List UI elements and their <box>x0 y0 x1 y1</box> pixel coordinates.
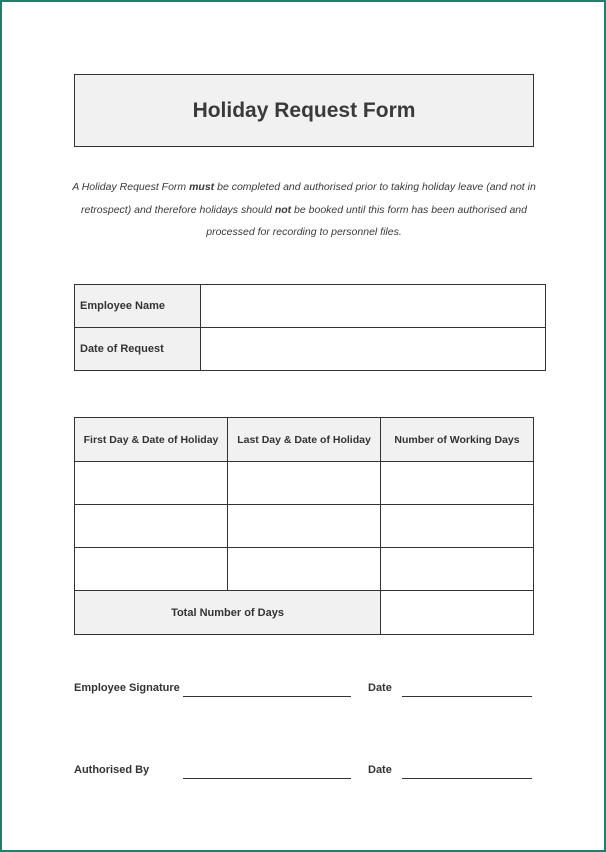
employee-signature-row <box>74 682 534 704</box>
employee-signature-date-line[interactable] <box>402 682 532 697</box>
last-day-cell[interactable] <box>228 462 381 505</box>
table-row <box>75 462 534 505</box>
intro-text <box>70 176 538 244</box>
employee-details-table <box>74 284 546 371</box>
employee-signature-date-label: Date <box>368 682 392 694</box>
authorised-by-signature-line[interactable] <box>183 764 351 779</box>
first-day-header: First Day & Date of Holiday <box>75 418 228 462</box>
first-day-cell[interactable] <box>75 505 228 548</box>
employee-name-field[interactable] <box>201 285 546 328</box>
total-days-field[interactable] <box>381 591 534 635</box>
last-day-cell[interactable] <box>228 505 381 548</box>
intro-emphasis-not: not <box>274 203 292 216</box>
title-box <box>74 74 534 147</box>
date-of-request-label: Date of Request <box>75 328 201 371</box>
intro-part-3: be booked until this form has been authorised and processed for recording to personnel files. <box>206 203 527 238</box>
authorised-by-date-label: Date <box>368 764 392 776</box>
employee-signature-label: Employee Signature <box>74 682 180 694</box>
working-days-header: Number of Working Days <box>381 418 534 462</box>
total-row <box>75 591 534 635</box>
intro-part-1: A Holiday Request Form <box>72 181 190 193</box>
date-of-request-field[interactable] <box>201 328 546 371</box>
working-days-cell[interactable] <box>381 462 534 505</box>
first-day-cell[interactable] <box>75 462 228 505</box>
intro-emphasis-must: must <box>189 181 215 193</box>
authorised-by-row <box>74 764 534 786</box>
total-days-label: Total Number of Days <box>75 591 381 635</box>
last-day-header: Last Day & Date of Holiday <box>228 418 381 462</box>
table-row <box>75 548 534 591</box>
first-day-cell[interactable] <box>75 548 228 591</box>
form-title: Holiday Request Form <box>192 98 416 122</box>
authorised-by-label: Authorised By <box>74 764 150 776</box>
working-days-cell[interactable] <box>381 505 534 548</box>
authorised-by-date-line[interactable] <box>402 764 532 779</box>
holiday-dates-table <box>74 417 534 635</box>
working-days-cell[interactable] <box>381 548 534 591</box>
employee-signature-line[interactable] <box>183 682 351 697</box>
holiday-header-row <box>75 418 534 462</box>
employee-name-label: Employee Name <box>75 285 201 328</box>
last-day-cell[interactable] <box>228 548 381 591</box>
table-row <box>75 505 534 548</box>
date-of-request-row <box>75 328 546 371</box>
employee-name-row <box>75 285 546 328</box>
intro-part-2: be completed and authorised prior to taking holiday leave (and not in retrospect) and therefore holidays should <box>81 181 536 216</box>
